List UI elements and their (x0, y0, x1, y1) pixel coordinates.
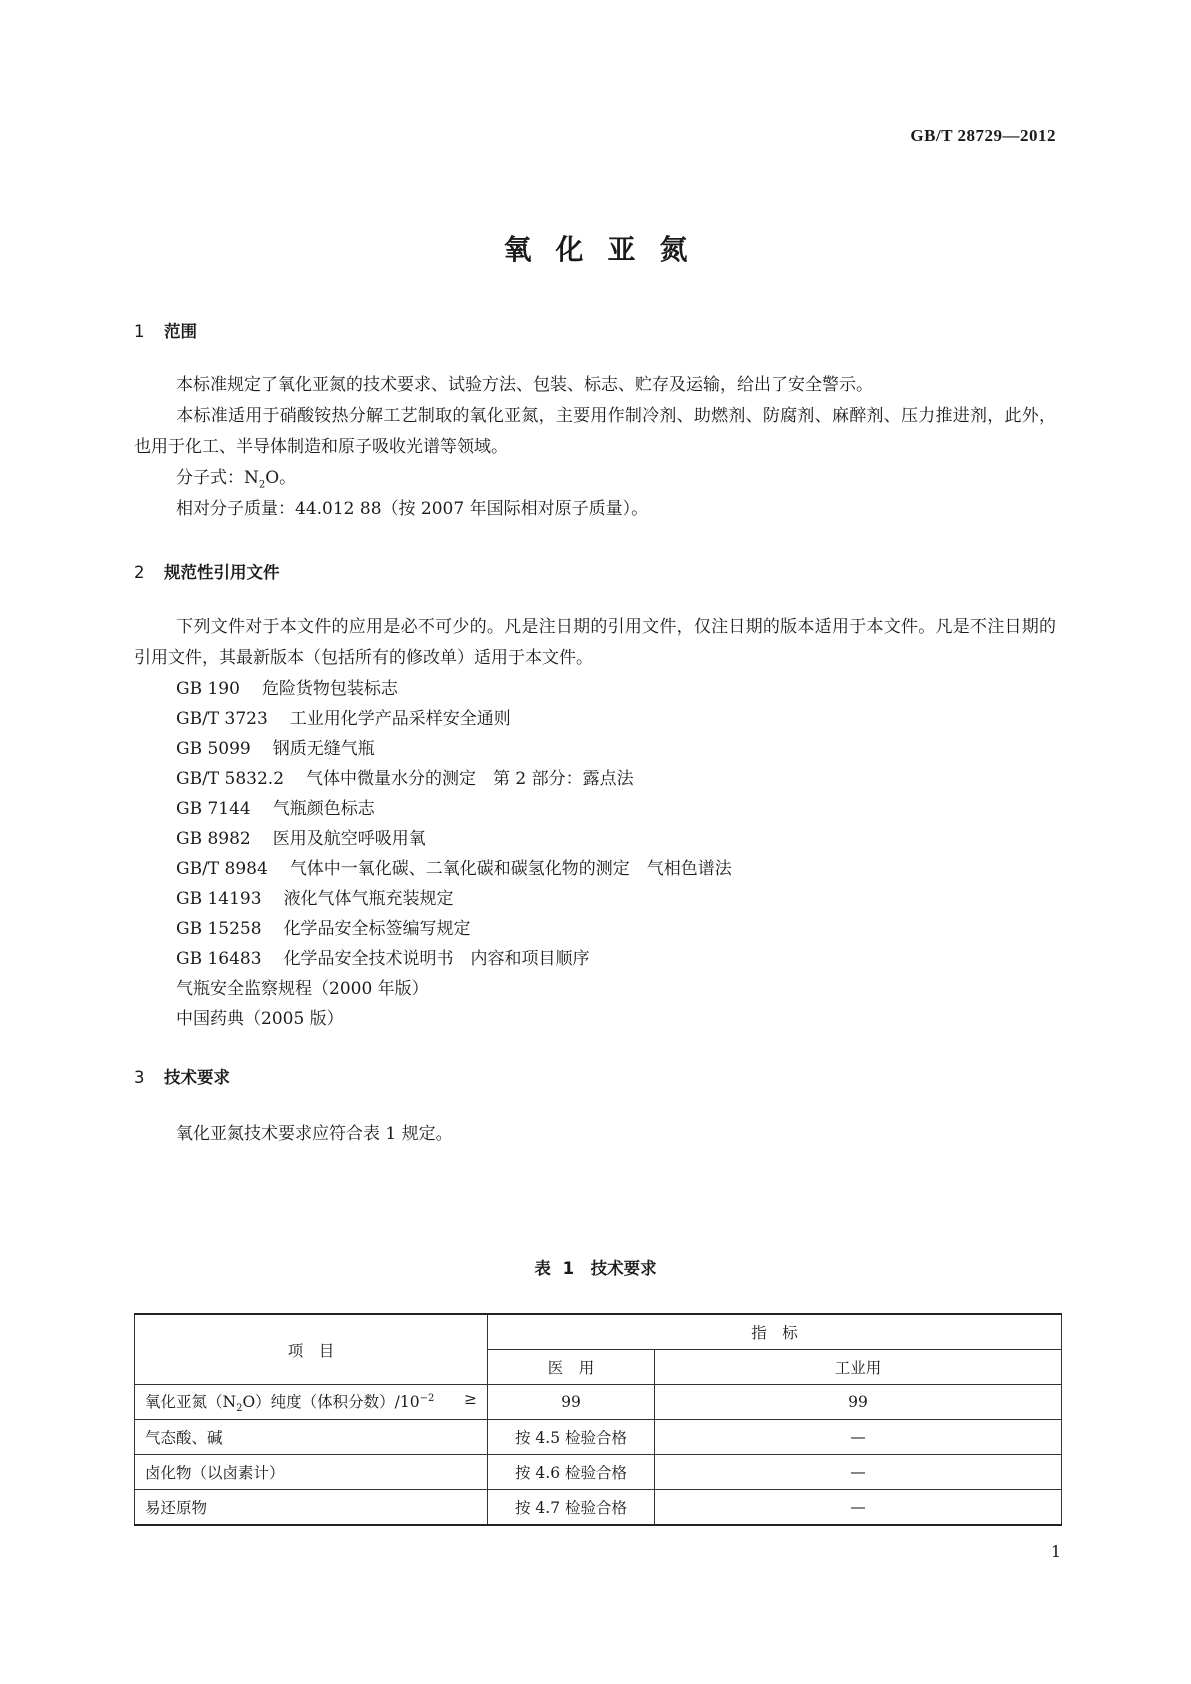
header-industrial: 工业用 (655, 1350, 1062, 1385)
paragraph-text: 下列文件对于本文件的应用是必不可少的。凡是注日期的引用文件，仅注日期的版本适用于本文件。凡是不注日期的引用文件，其最新版本（包括所有的修改单）适用于本文件。 (134, 617, 1056, 668)
reference-title: 工业用化学产品采样安全通则 (289, 709, 511, 729)
row-item: 卤化物（以卤素计） (135, 1455, 488, 1490)
reference-item (176, 734, 375, 765)
reference-code: GB/T 8984 (176, 859, 268, 879)
table-row (135, 1490, 1062, 1526)
paragraph-text: 本标准适用于硝酸铵热分解工艺制取的氧化亚氮，主要用作制冷剂、助燃剂、防腐剂、麻醉剂、压力推进剂，此外，也用于化工、半导体制造和原子吸收光谱等领域。 (134, 406, 1056, 457)
section-title: 范围 (164, 322, 197, 341)
row-item (135, 1385, 488, 1420)
reference-item (176, 674, 398, 705)
table-caption: 表 1 技术要求 (534, 1259, 657, 1278)
reference-title: 化学品安全技术说明书 内容和项目顺序 (283, 949, 590, 969)
reference-code: GB 16483 (176, 949, 262, 969)
reference-title: 气体中微量水分的测定 第 2 部分：露点法 (306, 769, 634, 789)
reference-item (176, 794, 375, 825)
formula-label: 分子式：N (176, 468, 259, 488)
section-number: 1 (134, 322, 145, 341)
reference-item (176, 1004, 344, 1035)
section-title: 技术要求 (164, 1068, 230, 1087)
item-text: 氧化亚氮（N (145, 1392, 237, 1411)
row-industrial: — (655, 1455, 1062, 1490)
reference-item (176, 824, 426, 855)
reference-code: GB 190 (176, 679, 240, 699)
row-industrial: — (655, 1490, 1062, 1526)
section-number: 2 (134, 563, 145, 582)
greater-equal-symbol: ≥ (464, 1389, 477, 1408)
formula-subscript: 2 (258, 479, 266, 491)
reference-code: GB/T 3723 (176, 709, 268, 729)
reference-code: GB/T 5832.2 (176, 769, 285, 789)
reference-item (176, 974, 429, 1005)
reference-title: 气体中一氧化碳、二氧化碳和碳氢化物的测定 气相色谱法 (289, 859, 732, 879)
header-index: 指 标 (488, 1314, 1062, 1350)
document-title: 氧化亚氮 (503, 233, 712, 266)
reference-item (176, 944, 590, 975)
reference-title: 气瓶颜色标志 (272, 799, 375, 819)
reference-item (176, 704, 511, 735)
scope-paragraph-1 (134, 370, 1056, 401)
section-2-heading (134, 559, 280, 583)
row-item: 气态酸、碱 (135, 1420, 488, 1455)
reference-code: GB 7144 (176, 799, 251, 819)
paragraph-text: 本标准规定了氧化亚氮的技术要求、试验方法、包装、标志、贮存及运输，给出了安全警示。 (176, 375, 873, 395)
reference-code: GB 8982 (176, 829, 251, 849)
technical-requirements-table (134, 1313, 1062, 1526)
row-industrial: 99 (655, 1385, 1062, 1420)
reference-code: GB 15258 (176, 919, 262, 939)
reference-title: 液化气体气瓶充装规定 (283, 889, 454, 909)
section-1-heading (134, 318, 197, 342)
table-row (135, 1385, 1062, 1420)
header-item: 项 目 (135, 1314, 488, 1385)
section-number: 3 (134, 1068, 145, 1087)
reference-title: 中国药典（2005 版） (176, 1009, 344, 1029)
molecular-mass: 相对分子质量：44.012 88（按 2007 年国际相对原子质量）。 (176, 499, 649, 519)
table-row (135, 1455, 1062, 1490)
page-number: 1 (1050, 1542, 1061, 1561)
requirements-intro: 氧化亚氮技术要求应符合表 1 规定。 (176, 1124, 453, 1144)
section-3-heading (134, 1064, 230, 1088)
item-text: O）纯度（体积分数）/10 (242, 1392, 420, 1411)
reference-code: GB 5099 (176, 739, 251, 759)
header-medical: 医 用 (488, 1350, 655, 1385)
row-item: 易还原物 (135, 1490, 488, 1526)
formula-tail: O。 (265, 468, 297, 488)
section-title: 规范性引用文件 (164, 563, 280, 582)
reference-title: 气瓶安全监察规程（2000 年版） (176, 979, 429, 999)
scope-paragraph-2 (134, 401, 1056, 463)
row-medical: 按 4.5 检验合格 (488, 1420, 655, 1455)
row-medical: 99 (488, 1385, 655, 1420)
reference-title: 钢质无缝气瓶 (272, 739, 375, 759)
references-intro (134, 612, 1056, 674)
row-medical: 按 4.6 检验合格 (488, 1455, 655, 1490)
reference-title: 危险货物包装标志 (261, 679, 398, 699)
reference-title: 医用及航空呼吸用氧 (272, 829, 426, 849)
standard-code: GB/T 28729—2012 (910, 126, 1056, 145)
reference-item (176, 854, 732, 885)
reference-item (176, 884, 454, 915)
row-industrial: — (655, 1420, 1062, 1455)
item-superscript: −2 (419, 1392, 435, 1404)
reference-item (176, 914, 471, 945)
item-subscript: 2 (236, 1403, 243, 1415)
reference-item (176, 764, 634, 795)
table-row (135, 1420, 1062, 1455)
row-medical: 按 4.7 检验合格 (488, 1490, 655, 1526)
reference-code: GB 14193 (176, 889, 262, 909)
reference-title: 化学品安全标签编写规定 (283, 919, 471, 939)
